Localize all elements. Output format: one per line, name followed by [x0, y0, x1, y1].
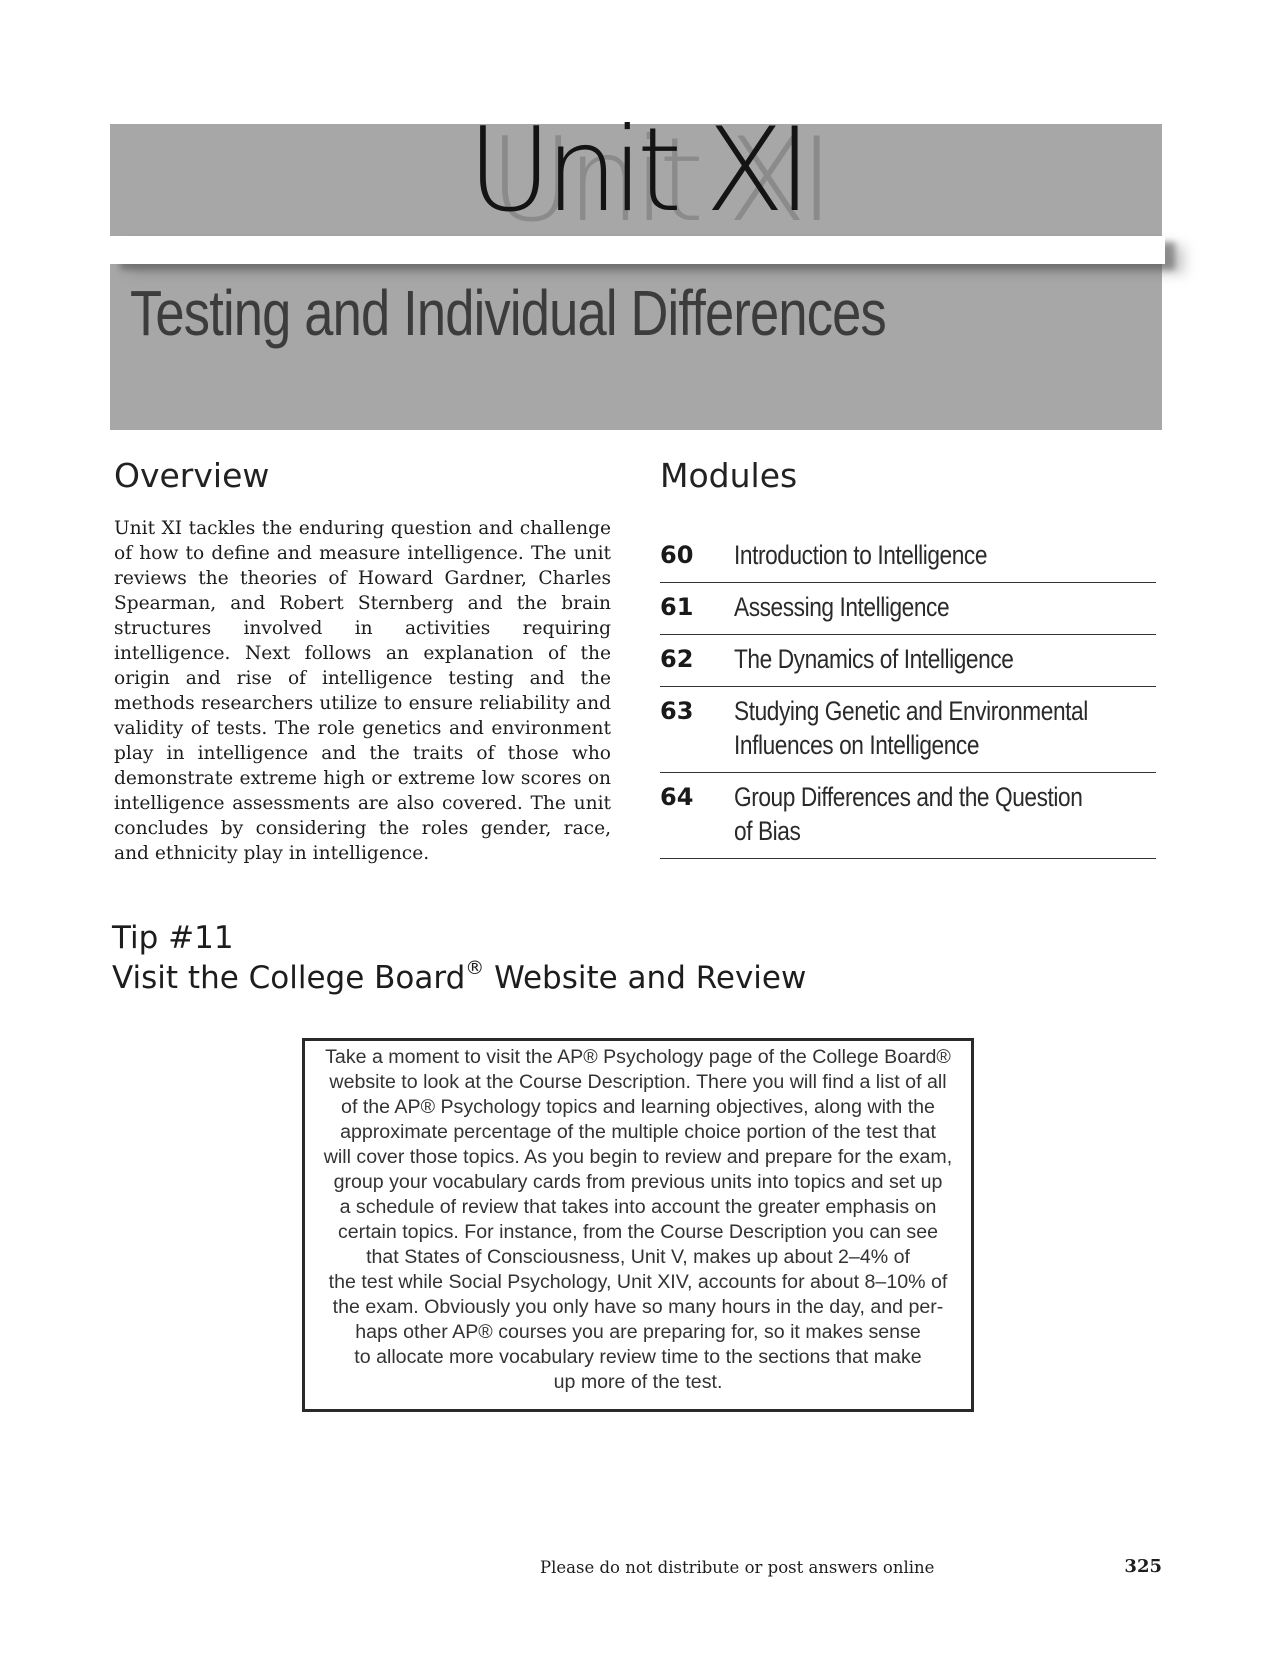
module-number: 63 [660, 697, 694, 725]
module-number: 61 [660, 593, 694, 621]
module-number: 64 [660, 783, 694, 811]
overview-paragraph: Unit XI tackles the enduring question and challenge of how to define and measure intelligence. The unit reviews the theories of Howard Gardner, Charles Spearman, and Robert Sternberg and the brain structures involved in activities requiring intelligence. Next follows an explanation of the origin and rise of intelligence testing and the methods researchers utilize to ensure reliability and validity of tests. The role genetics and environment play in intelligence and the traits of those who demonstrate extreme high or extreme low scores on intelligence assessments are also covered. The unit concludes by considering the roles gender, race, and ethnicity play in intelligence. [114, 518, 611, 864]
module-row [660, 773, 1156, 859]
footer-notice: Please do not distribute or post answers online [540, 1558, 935, 1577]
tip-box-line: a schedule of review that takes into account the greater emphasis on [339, 1196, 937, 1218]
tip-title-end: Website and Review [484, 960, 807, 996]
tip-box-line: the test while Social Psychology, Unit XIV, accounts for about 8–10% of [328, 1271, 948, 1293]
tip-title [112, 958, 806, 998]
module-title: The Dynamics of Intelligence [734, 644, 1014, 674]
overview-heading: Overview [114, 456, 270, 495]
module-row [660, 531, 1156, 583]
module-row [660, 635, 1156, 687]
module-title: Studying Genetic and Environmental Influences on Intelligence [734, 696, 1088, 760]
modules-list [660, 531, 1156, 859]
module-title: Introduction to Intelligence [734, 540, 988, 570]
banner-divider-bar [110, 236, 1165, 264]
module-row [660, 687, 1156, 773]
registered-mark: ® [465, 956, 485, 979]
tip-box-line: approximate percentage of the multiple choice portion of the test that [340, 1121, 936, 1143]
tip-box-line: will cover those topics. As you begin to review and prepare for the exam, [323, 1146, 953, 1168]
module-title: Assessing Intelligence [734, 592, 950, 622]
page-number: 325 [1124, 1556, 1162, 1577]
module-number: 62 [660, 645, 694, 673]
unit-subtitle: Testing and Individual Differences [130, 277, 886, 349]
tip-box-line: up more of the test. [553, 1371, 723, 1393]
tip-heading [112, 918, 806, 998]
tip-title-start: Visit the College Board [112, 960, 466, 996]
modules-heading: Modules [660, 456, 798, 495]
unit-title: Unit XI [467, 106, 805, 236]
tip-box-line: the exam. Obviously you only have so many hours in the day, and per- [332, 1296, 944, 1318]
tip-box [302, 1038, 974, 1412]
module-number: 60 [660, 541, 694, 569]
tip-box-line: that States of Consciousness, Unit V, makes up about 2–4% of [366, 1246, 910, 1268]
tip-number: Tip #11 [112, 920, 234, 956]
tip-box-line: haps other AP® courses you are preparing for, so it makes sense [355, 1321, 921, 1343]
tip-box-line: certain topics. For instance, from the Course Description you can see [337, 1221, 939, 1243]
module-row [660, 583, 1156, 635]
tip-box-line: of the AP® Psychology topics and learning objectives, along with the [341, 1096, 935, 1118]
tip-box-line: website to look at the Course Description. There you will find a list of all [329, 1071, 947, 1093]
tip-box-line: group your vocabulary cards from previous units into topics and set up [333, 1171, 943, 1193]
tip-box-line: Take a moment to visit the AP® Psychology page of the College Board® [325, 1046, 951, 1068]
module-title: Group Differences and the Question of Bias [734, 782, 1083, 846]
tip-box-line: to allocate more vocabulary review time to the sections that make [354, 1346, 922, 1368]
